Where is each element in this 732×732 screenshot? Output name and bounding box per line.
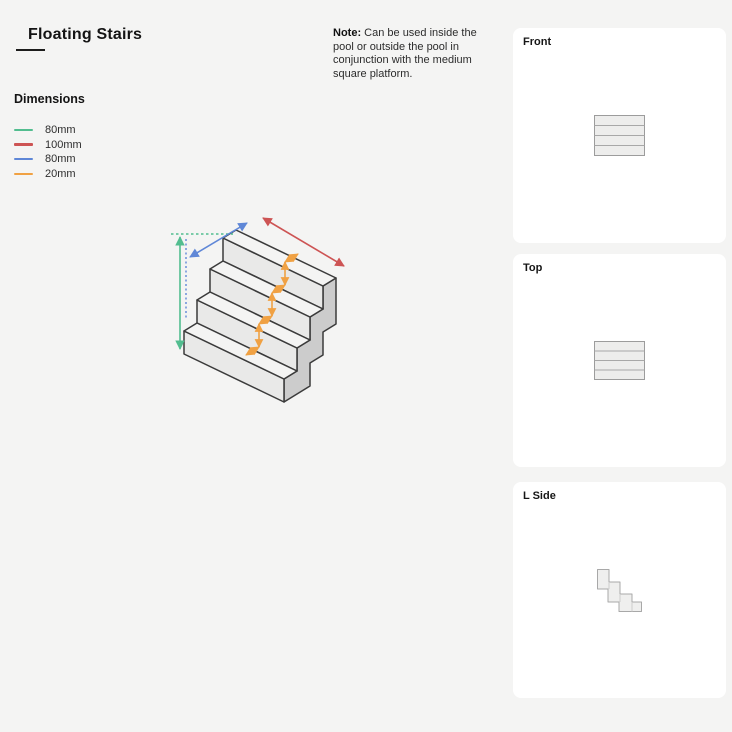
lside-view-drawing	[597, 569, 642, 612]
legend-label: 80mm	[45, 153, 76, 166]
note-body: Can be used inside the pool or outside the pool in conjunction with the medium square platform.	[333, 27, 477, 80]
top-view-drawing	[594, 341, 645, 380]
legend-label: 20mm	[45, 167, 76, 180]
dimensions-heading: Dimensions	[14, 92, 85, 106]
panel-top-view	[513, 254, 726, 467]
panel-front-view	[513, 28, 726, 243]
legend-label: 80mm	[45, 124, 76, 136]
front-view-drawing	[594, 115, 645, 156]
note-label: Note:	[333, 27, 362, 39]
panel-lside-label: L Side	[523, 490, 556, 502]
stairs-body	[184, 230, 336, 402]
legend-label: 100mm	[45, 138, 82, 151]
page-title: Floating Stairs	[28, 26, 143, 43]
panel-lside-view	[513, 482, 726, 698]
panel-top-label: Top	[523, 262, 543, 274]
panel-front-label: Front	[523, 36, 552, 48]
